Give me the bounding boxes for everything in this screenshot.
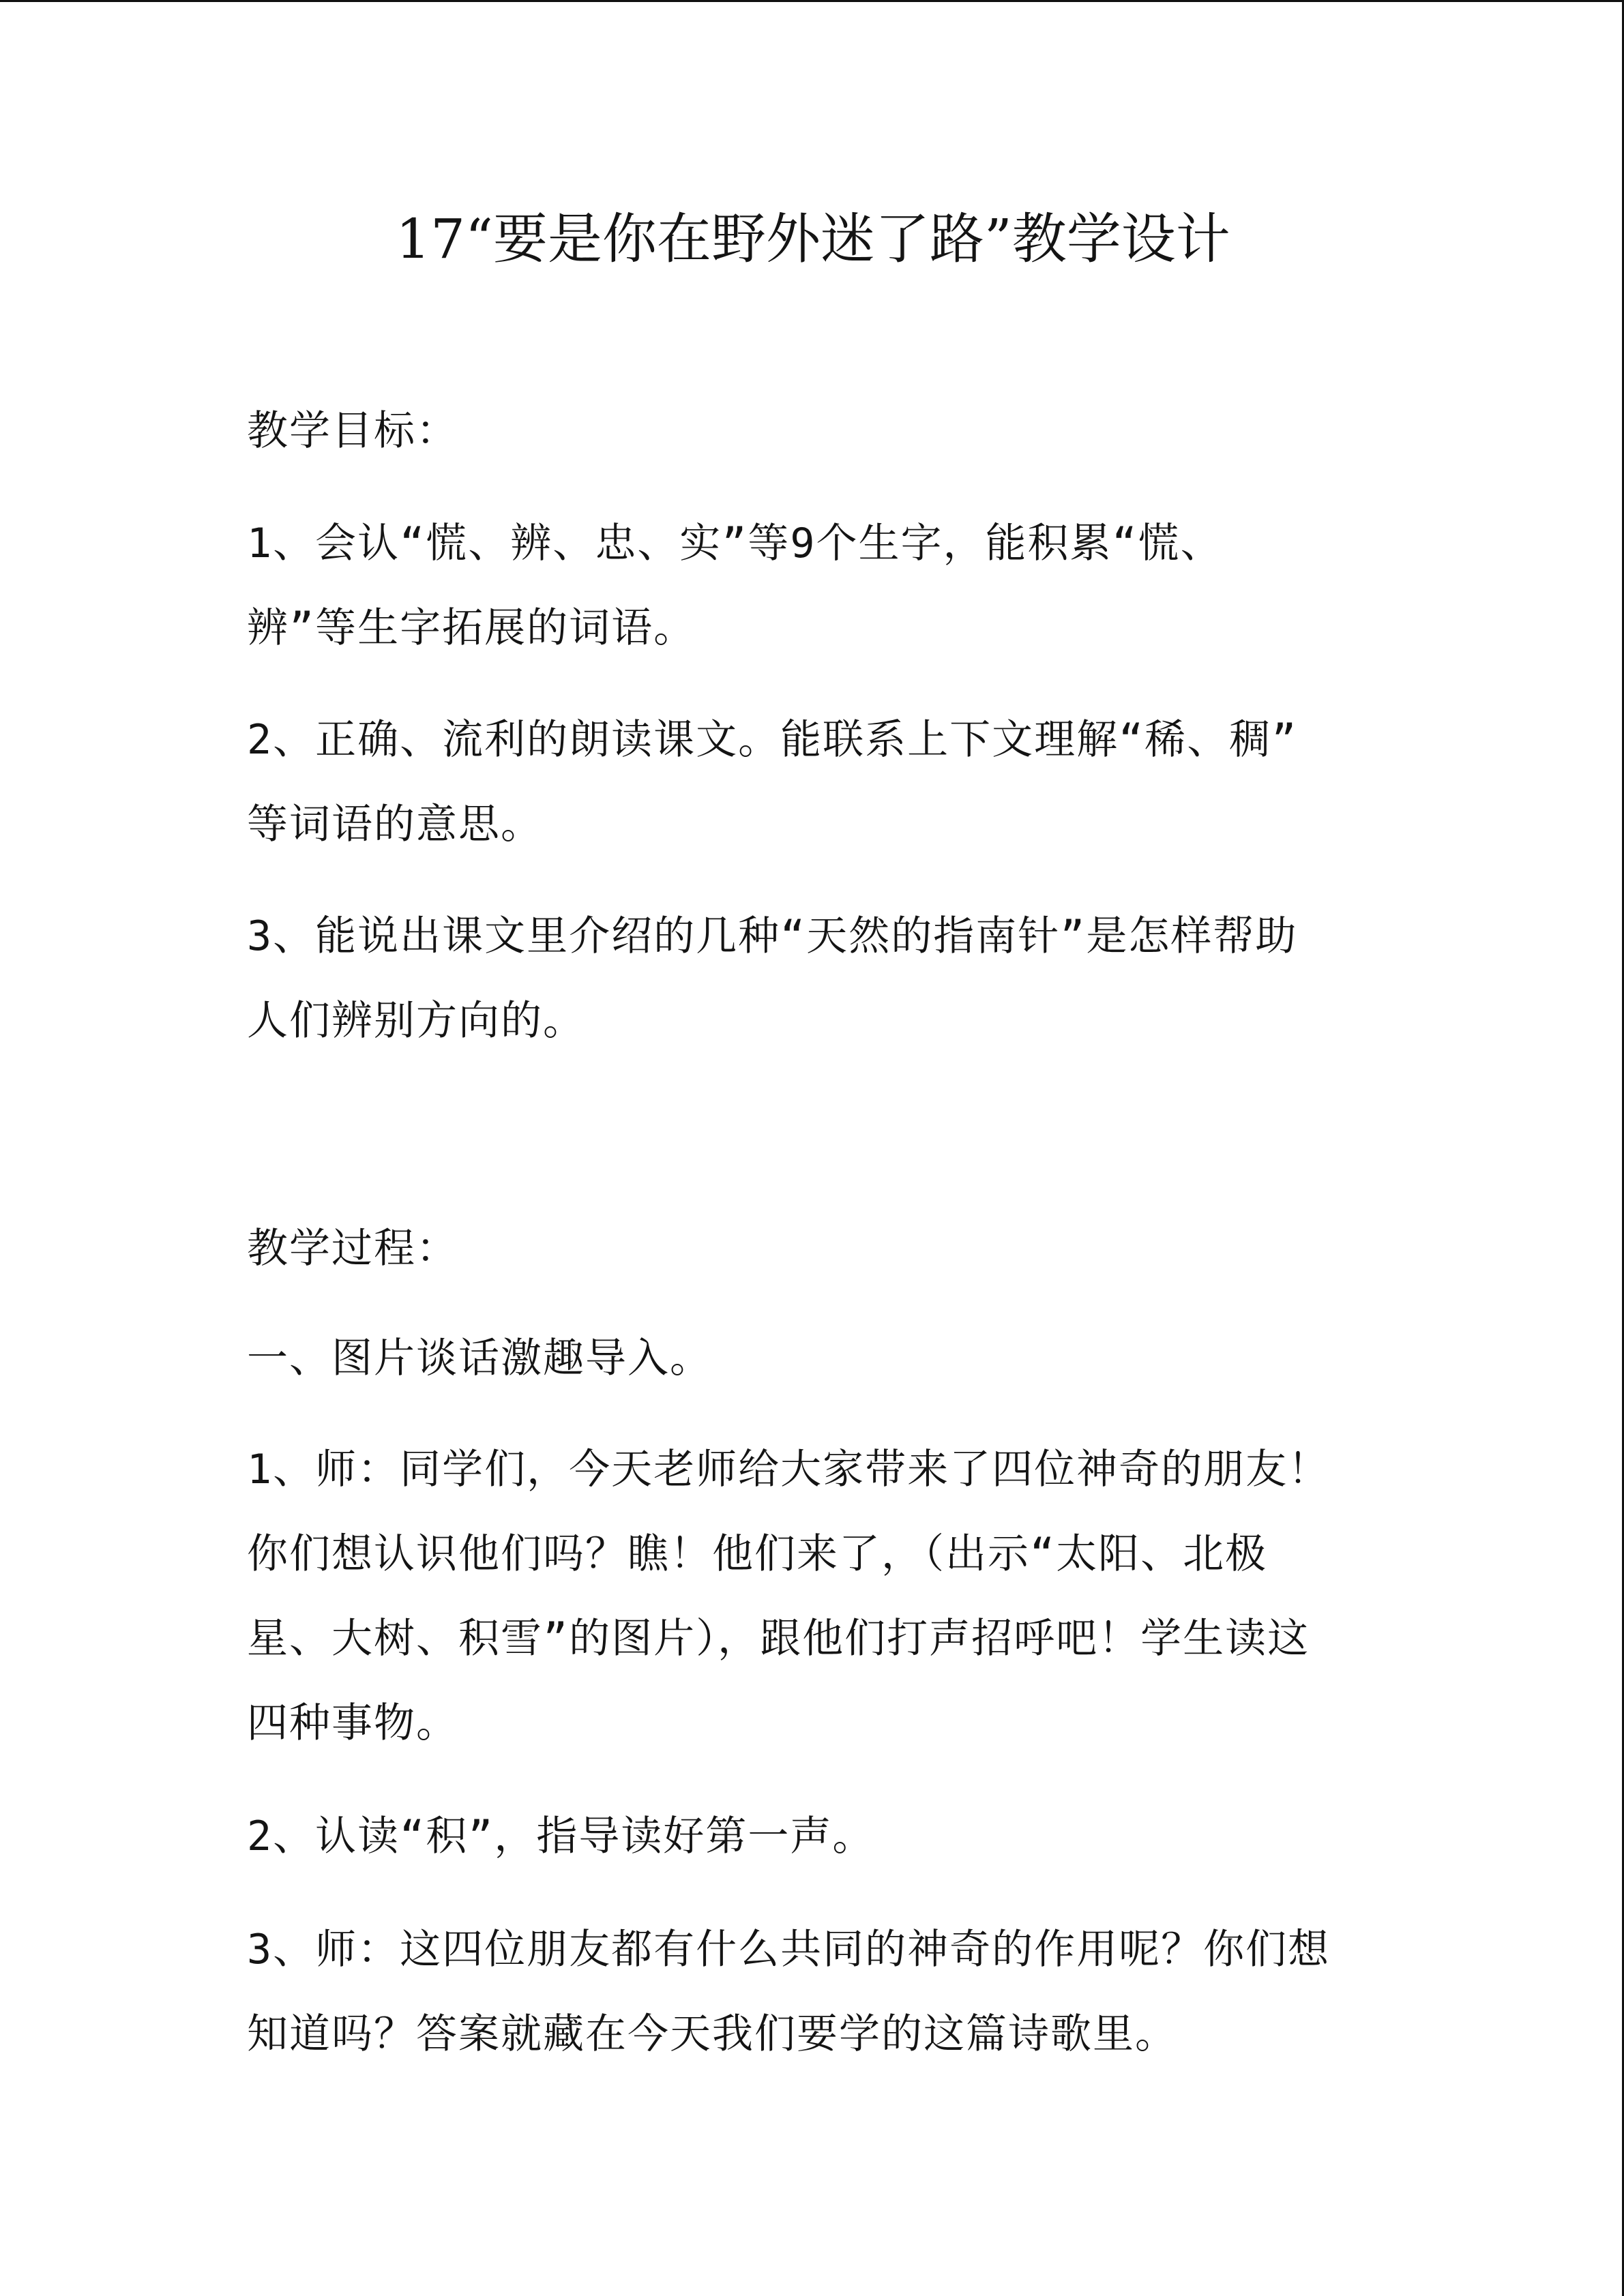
objective-2-line-1: 2、正确、流利的朗读课文。能联系上下文理解“稀、稠” (247, 716, 1298, 764)
objective-2-line-2: 等词语的意思。 (247, 801, 543, 848)
objective-item-1 (247, 501, 1379, 670)
objective-1-line-1: 1、会认“慌、辨、忠、实”等9个生字，能积累“慌、 (247, 520, 1223, 567)
step-3-line-1: 3、师：这四位朋友都有什么共同的神奇的作用呢？你们想 (247, 1926, 1331, 1973)
step-1-line-2: 你们想认识他们吗？瞧！他们来了，（出示“太阳、北极 (247, 1530, 1268, 1578)
objective-3-line-1: 3、能说出课文里介绍的几种“天然的指南针”是怎样帮助 (247, 912, 1298, 960)
document-title: 17“要是你在野外迷了路”教学设计 (396, 207, 1230, 271)
step-2-line-1: 2、认读“积”，指导读好第一声。 (247, 1813, 875, 1860)
objective-item-3 (247, 894, 1379, 1063)
step-1-line-3: 星、大树、积雪”的图片），跟他们打声招呼吧！学生读这 (247, 1615, 1310, 1663)
objective-1-line-2: 辨”等生字拓展的词语。 (247, 604, 696, 652)
step-item-2 (247, 1794, 1379, 1879)
objective-item-2 (247, 698, 1379, 867)
objectives-heading: 教学目标： (247, 407, 458, 455)
section-one-title: 一、图片谈话激趣导入。 (247, 1335, 712, 1382)
step-1-line-4: 四种事物。 (247, 1699, 458, 1747)
step-item-3 (247, 1907, 1379, 2076)
step-item-1 (247, 1427, 1379, 1765)
step-3-line-2: 知道吗？答案就藏在今天我们要学的这篇诗歌里。 (247, 2010, 1177, 2058)
objective-3-line-2: 人们辨别方向的。 (247, 997, 585, 1045)
process-heading: 教学过程： (247, 1225, 458, 1272)
step-1-line-1: 1、师：同学们，今天老师给大家带来了四位神奇的朋友！ (247, 1446, 1331, 1493)
